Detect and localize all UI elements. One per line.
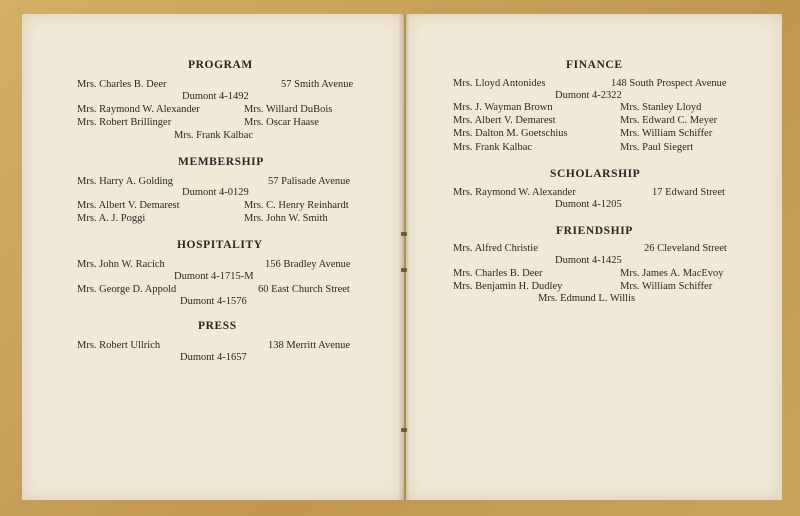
hospitality-person2-phone: Dumont 4-1576 xyxy=(180,296,247,307)
finance-chair-phone: Dumont 4-2322 xyxy=(555,90,622,101)
hospitality-person1-address: 156 Bradley Avenue xyxy=(265,259,351,270)
program-heading: PROGRAM xyxy=(188,59,253,71)
finance-member: Mrs. Edward C. Meyer xyxy=(620,115,718,126)
finance-member: Mrs. J. Wayman Brown xyxy=(453,102,553,113)
hospitality-person1-name: Mrs. John W. Racich xyxy=(77,259,165,270)
program-member: Mrs. Willard DuBois xyxy=(244,104,333,115)
finance-member: Mrs. Frank Kalbac xyxy=(453,142,533,153)
membership-chair-phone: Dumont 4-0129 xyxy=(182,187,249,198)
hospitality-person2-address: 60 East Church Street xyxy=(258,284,350,295)
press-chair-address: 138 Merritt Avenue xyxy=(268,340,351,351)
program-chair-name: Mrs. Charles B. Deer xyxy=(77,79,167,90)
press-chair-phone: Dumont 4-1657 xyxy=(180,352,247,363)
friendship-member: Mrs. Edmund L. Willis xyxy=(538,293,636,304)
scholarship-chair-address: 17 Edward Street xyxy=(652,187,725,198)
program-chair-phone: Dumont 4-1492 xyxy=(182,91,249,102)
membership-member: Mrs. C. Henry Reinhardt xyxy=(244,200,349,211)
friendship-member: Mrs. Benjamin H. Dudley xyxy=(453,281,563,292)
staple-mid xyxy=(401,268,407,272)
hospitality-person1-phone: Dumont 4-1715-M xyxy=(174,271,254,282)
finance-member: Mrs. Stanley Lloyd xyxy=(620,102,702,113)
staple-bottom xyxy=(401,428,407,432)
staple-top xyxy=(401,232,407,236)
scholarship-chair-phone: Dumont 4-1205 xyxy=(555,199,622,210)
program-member: Mrs. Raymond W. Alexander xyxy=(77,104,200,115)
friendship-member: Mrs. William Schiffer xyxy=(620,281,713,292)
hospitality-person2-name: Mrs. George D. Appold xyxy=(77,284,177,295)
friendship-chair-address: 26 Cleveland Street xyxy=(644,243,727,254)
finance-member: Mrs. Dalton M. Goetschius xyxy=(453,128,568,139)
membership-member: Mrs. Albert V. Demarest xyxy=(77,200,180,211)
membership-heading: MEMBERSHIP xyxy=(178,156,264,168)
friendship-chair-name: Mrs. Alfred Christie xyxy=(453,243,538,254)
scholarship-heading: SCHOLARSHIP xyxy=(550,168,641,180)
friendship-chair-phone: Dumont 4-1425 xyxy=(555,255,622,266)
program-member: Mrs. Oscar Haase xyxy=(244,117,319,128)
program-member: Mrs. Robert Brillinger xyxy=(77,117,172,128)
friendship-heading: FRIENDSHIP xyxy=(556,225,633,237)
finance-chair-address: 148 South Prospect Avenue xyxy=(611,78,727,89)
program-chair-address: 57 Smith Avenue xyxy=(281,79,354,90)
press-heading: PRESS xyxy=(198,320,237,332)
program-member: Mrs. Frank Kalbac xyxy=(174,130,254,141)
membership-chair-name: Mrs. Harry A. Golding xyxy=(77,176,173,187)
friendship-member: Mrs. Charles B. Deer xyxy=(453,268,543,279)
finance-heading: FINANCE xyxy=(566,59,623,71)
hospitality-heading: HOSPITALITY xyxy=(177,239,263,251)
scholarship-chair-name: Mrs. Raymond W. Alexander xyxy=(453,187,576,198)
membership-member: Mrs. A. J. Poggi xyxy=(77,213,146,224)
finance-chair-name: Mrs. Lloyd Antonides xyxy=(453,78,546,89)
friendship-member: Mrs. James A. MacEvoy xyxy=(620,268,724,279)
membership-chair-address: 57 Palisade Avenue xyxy=(268,176,351,187)
press-chair-name: Mrs. Robert Ullrich xyxy=(77,340,161,351)
finance-member: Mrs. William Schiffer xyxy=(620,128,713,139)
finance-member: Mrs. Paul Siegert xyxy=(620,142,694,153)
finance-member: Mrs. Albert V. Demarest xyxy=(453,115,556,126)
membership-member: Mrs. John W. Smith xyxy=(244,213,328,224)
